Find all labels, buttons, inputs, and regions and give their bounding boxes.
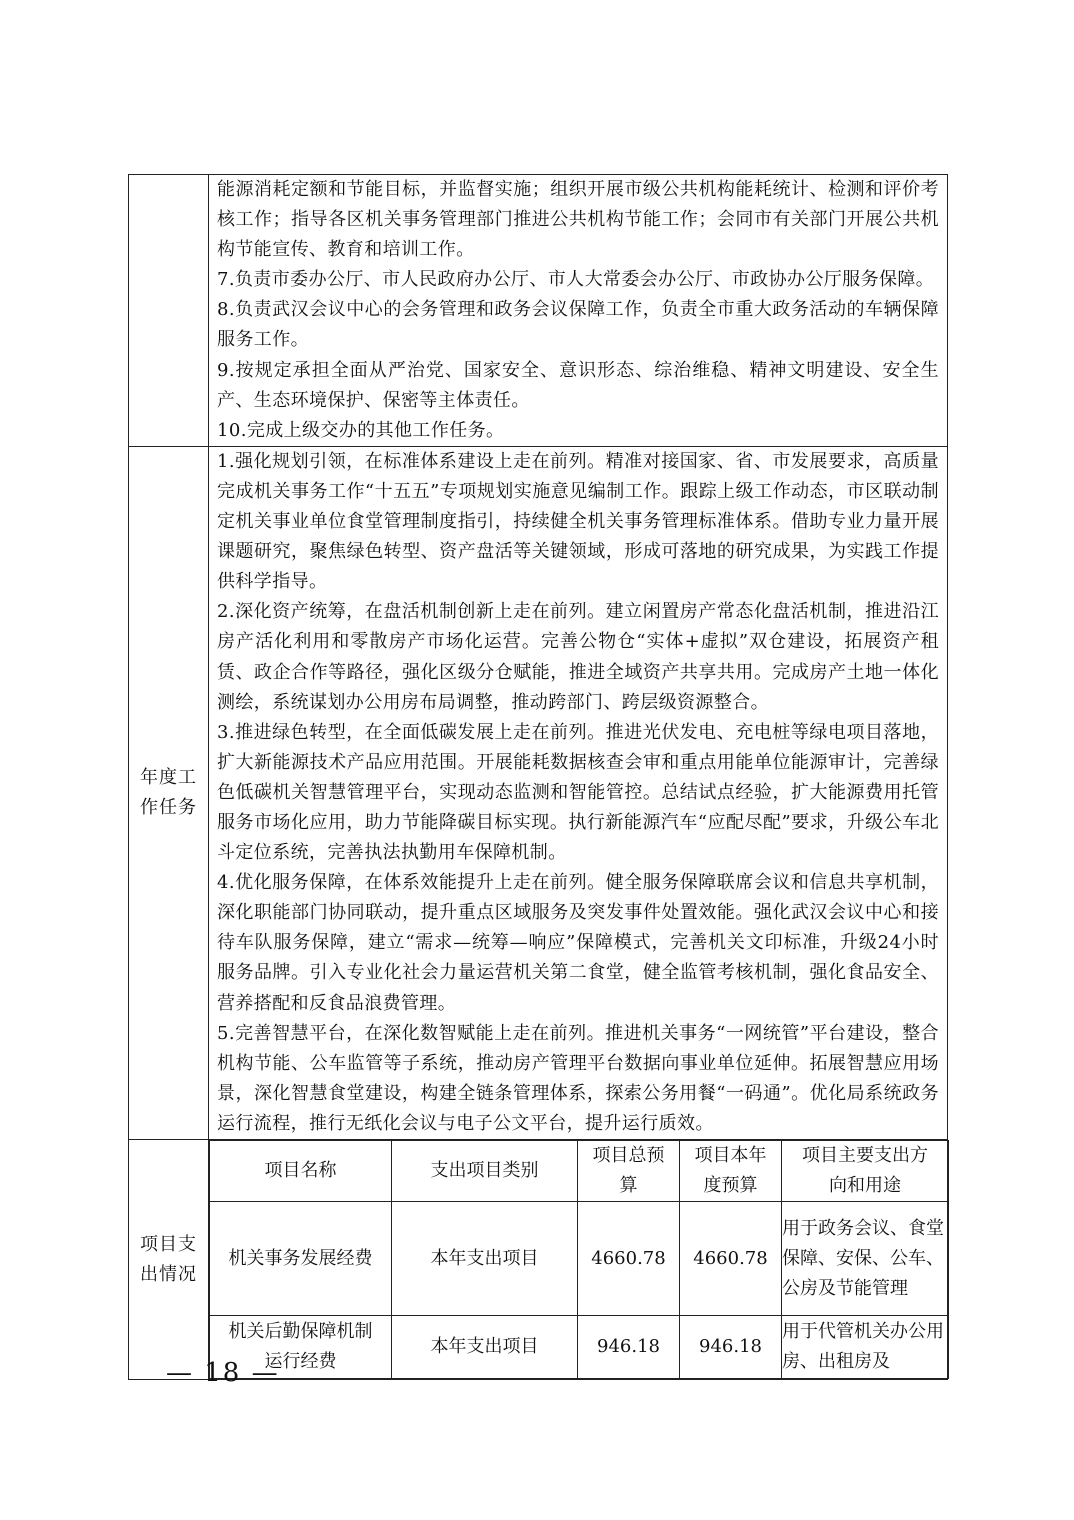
duty-paragraph: 能源消耗定额和节能目标，并监督实施；组织开展市级公共机构能耗统计、检测和评价考核工作；指导各区机关事务管理部门推进公共机构节能工作；会同市有关部门开展公共机构节能宣传、教育和培训工作。 xyxy=(217,179,939,261)
task-paragraph: 5.完善智慧平台，在深化数智赋能上走在前列。推进机关事务“一网统管”平台建设，整合机构节能、公车监管等子系统，推动房产管理平台数据向事业单位延伸。拓展智慧应用场景，深化智慧食堂建设，构建全链条管理体系，探索公务用餐“一码通”。优化局系统政务运行流程，推行无纸化会议与电子公文平台，提升运行质效。 xyxy=(217,1022,939,1134)
project-total-budget: 4660.78 xyxy=(578,1202,680,1316)
duty-paragraph: 10.完成上级交办的其他工作任务。 xyxy=(217,419,505,441)
header-category: 支出项目类别 xyxy=(392,1141,578,1202)
header-purpose: 项目主要支出方向和用途 xyxy=(782,1141,949,1202)
header-annual-budget: 项目本年度预算 xyxy=(680,1141,782,1202)
duties-cell xyxy=(209,175,948,447)
project-expenditure-row xyxy=(129,1140,948,1380)
budget-info-table xyxy=(128,174,948,1380)
header-total-budget: 项目总预算 xyxy=(578,1141,680,1202)
project-table-cell xyxy=(209,1140,948,1380)
header-project-name: 项目名称 xyxy=(210,1141,392,1202)
project-annual-budget: 946.18 xyxy=(680,1316,782,1379)
table-row xyxy=(210,1316,949,1379)
project-total-budget: 946.18 xyxy=(578,1316,680,1379)
project-annual-budget: 4660.78 xyxy=(680,1202,782,1316)
duties-row xyxy=(129,175,948,447)
annual-tasks-label: 年度工作任务 xyxy=(129,446,209,1139)
project-expenditure-label: 项目支出情况 xyxy=(129,1140,209,1380)
duty-paragraph: 7.负责市委办公厅、市人民政府办公厅、市人大常委会办公厅、市政协办公厅服务保障。 xyxy=(217,269,935,291)
project-category: 本年支出项目 xyxy=(392,1316,578,1379)
project-purpose: 用于代管机关办公用房、出租房及 xyxy=(782,1316,949,1379)
empty-label-cell xyxy=(129,175,209,447)
project-table xyxy=(209,1140,949,1379)
project-category: 本年支出项目 xyxy=(392,1202,578,1316)
task-paragraph: 3.推进绿色转型，在全面低碳发展上走在前列。推进光伏发电、充电桩等绿电项目落地，扩大新能源技术产品应用范围。开展能耗数据核查会审和重点用能单位能源审计，完善绿色低碳机关智慧管理平台，实现动态监测和智能管控。总结试点经验，扩大能源费用托管服务市场化应用，助力节能降碳目标实现。执行新能源汽车“应配尽配”要求，升级公车北斗定位系统，完善执法执勤用车保障机制。 xyxy=(217,721,939,864)
project-purpose: 用于政务会议、食堂保障、安保、公车、公房及节能管理 xyxy=(782,1202,949,1316)
project-table-header xyxy=(210,1141,949,1202)
duty-paragraph: 9.按规定承担全面从严治党、国家安全、意识形态、综治维稳、精神文明建设、安全生产、生态环境保护、保密等主体责任。 xyxy=(217,359,939,411)
table-row xyxy=(210,1202,949,1316)
project-name: 机关事务发展经费 xyxy=(210,1202,392,1316)
annual-tasks-cell xyxy=(209,446,948,1139)
page-number: — 18 — xyxy=(166,1358,280,1388)
task-paragraph: 4.优化服务保障，在体系效能提升上走在前列。健全服务保障联席会议和信息共享机制，深化职能部门协同联动，提升重点区域服务及突发事件处置效能。强化武汉会议中心和接待车队服务保障，建立“需求—统筹—响应”保障模式，完善机关文印标准，升级24小时服务品牌。引入专业化社会力量运营机关第二食堂，健全监管考核机制，强化食品安全、营养搭配和反食品浪费管理。 xyxy=(217,872,939,1014)
task-paragraph: 1.强化规划引领，在标准体系建设上走在前列。精准对接国家、省、市发展要求，高质量完成机关事务工作“十五五”专项规划实施意见编制工作。跟踪上级工作动态，市区联动制定机关事业单位食堂管理制度指引，持续健全机关事务管理标准体系。借助专业力量开展课题研究，聚焦绿色转型、资产盘活等关键领域，形成可落地的研究成果，为实践工作提供科学指导。 xyxy=(217,450,939,593)
annual-tasks-row xyxy=(129,446,948,1139)
project-name: 机关后勤保障机制运行经费 xyxy=(210,1316,392,1379)
task-paragraph: 2.深化资产统筹，在盘活机制创新上走在前列。建立闲置房产常态化盘活机制，推进沿江房产活化利用和零散房产市场化运营。完善公物仓“实体+虚拟”双仓建设，拓展资产租赁、政企合作等路径，强化区级分仓赋能，推进全域资产共享共用。完成房产土地一体化测绘，系统谋划办公用房布局调整，推动跨部门、跨层级资源整合。 xyxy=(217,601,939,713)
duty-paragraph: 8.负责武汉会议中心的会务管理和政务会议保障工作，负责全市重大政务活动的车辆保障服务工作。 xyxy=(217,299,939,351)
